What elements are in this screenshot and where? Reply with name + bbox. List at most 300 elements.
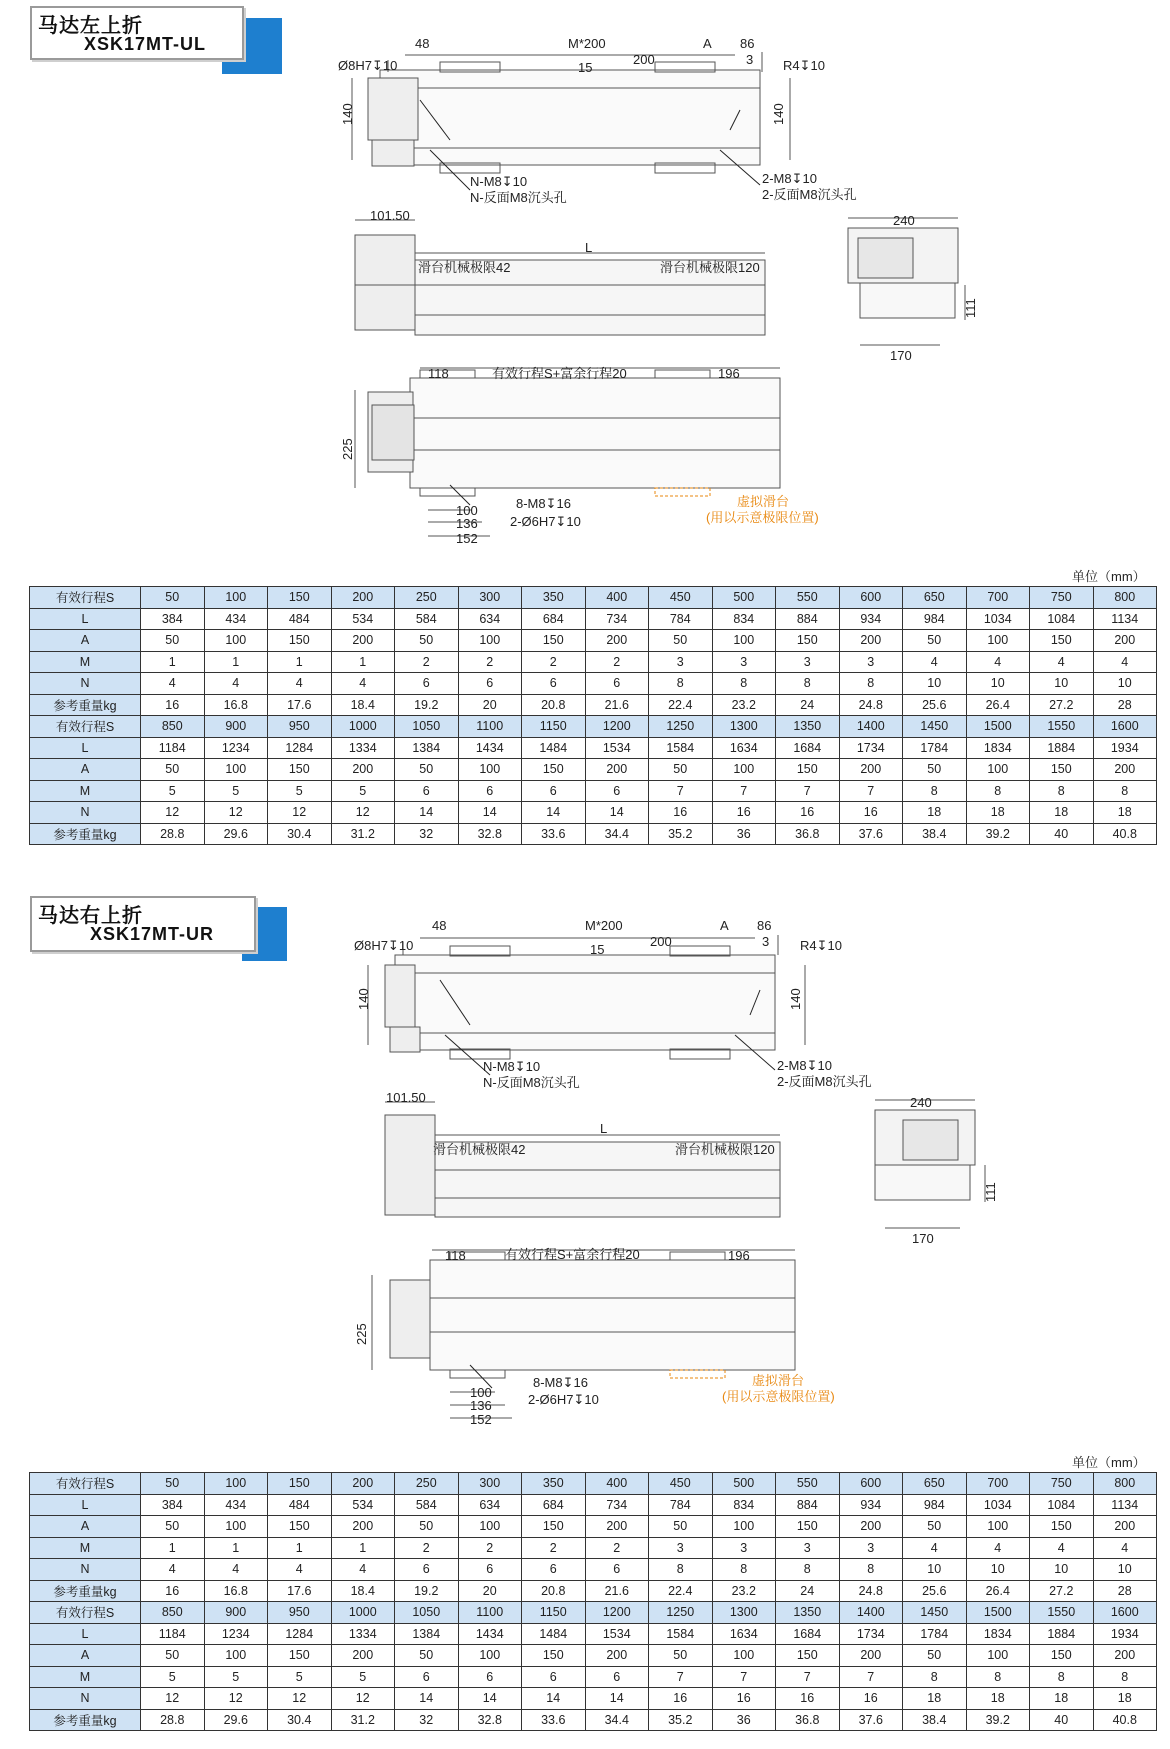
table-cell: 7: [776, 1666, 840, 1688]
table-cell: 18.4: [331, 694, 395, 716]
table-cell: 100: [458, 1516, 522, 1538]
table-cell: 8: [966, 780, 1030, 802]
table-cell: 1450: [903, 1602, 967, 1624]
table-cell: 434: [204, 608, 268, 630]
table-cell: 16: [839, 802, 903, 824]
section-title-cn: 马达右上折: [38, 905, 143, 927]
section-title-model: XSK17MT-UR: [90, 924, 215, 944]
label-hole: Ø8H7↧10: [354, 938, 414, 953]
table-cell: 1184: [141, 737, 205, 759]
table-cell: 4: [268, 1559, 332, 1581]
table-cell: 12: [268, 1688, 332, 1710]
table-cell: 150: [268, 630, 332, 652]
table-cell: 3: [712, 1537, 776, 1559]
table-cell: 400: [585, 587, 649, 609]
table-cell: 1534: [585, 1623, 649, 1645]
row-label: L: [30, 1494, 141, 1516]
table-cell: 4: [331, 1559, 395, 1581]
table-cell: 2: [522, 1537, 586, 1559]
table-cell: 100: [204, 1516, 268, 1538]
table-cell: 150: [268, 1473, 332, 1495]
table-cell: 350: [522, 587, 586, 609]
row-label: M: [30, 651, 141, 673]
table-cell: 100: [966, 630, 1030, 652]
table-cell: 500: [712, 1473, 776, 1495]
table-cell: 22.4: [649, 1580, 713, 1602]
table-cell: 100: [966, 759, 1030, 781]
table-cell: 16: [141, 1580, 205, 1602]
table-cell: 1684: [776, 1623, 840, 1645]
table-cell: 32: [395, 1709, 459, 1731]
table-cell: 1: [331, 651, 395, 673]
table-cell: 1250: [649, 1602, 713, 1624]
table-cell: 14: [458, 802, 522, 824]
label-nrev: N-反面M8沉头孔: [483, 1075, 580, 1090]
drawing-top-view: [0, 0, 1170, 560]
table-row: [30, 1645, 1157, 1667]
table-cell: 500: [712, 587, 776, 609]
row-label: 参考重量kg: [30, 1709, 141, 1731]
table-cell: 16: [839, 1688, 903, 1710]
table-cell: 1234: [204, 737, 268, 759]
table-cell: 10: [966, 1559, 1030, 1581]
label-8m8: 8-M8↧16: [533, 1375, 588, 1390]
table-cell: 3: [839, 1537, 903, 1559]
table-cell: 29.6: [204, 823, 268, 845]
table-cell: 1384: [395, 1623, 459, 1645]
table-cell: 14: [522, 802, 586, 824]
table-cell: 24: [776, 1580, 840, 1602]
table-cell: 50: [395, 630, 459, 652]
table-cell: 100: [712, 630, 776, 652]
table-cell: 1834: [966, 1623, 1030, 1645]
table-cell: 4: [1093, 651, 1157, 673]
table-cell: 1534: [585, 737, 649, 759]
table-cell: 16: [776, 1688, 840, 1710]
table-cell: 1434: [458, 1623, 522, 1645]
label-170: 170: [912, 1231, 934, 1246]
table-cell: 12: [331, 1688, 395, 1710]
table-cell: 5: [331, 780, 395, 802]
table-cell: 150: [776, 1516, 840, 1538]
table-cell: 1: [204, 1537, 268, 1559]
table-cell: 50: [903, 1645, 967, 1667]
table-cell: 150: [1030, 630, 1094, 652]
row-label: 有效行程S: [30, 716, 141, 738]
table-cell: 35.2: [649, 823, 713, 845]
table-cell: 950: [268, 716, 332, 738]
table-cell: 200: [585, 1516, 649, 1538]
table-cell: 3: [649, 651, 713, 673]
table-cell: 1134: [1093, 608, 1157, 630]
table-cell: 8: [839, 673, 903, 695]
table-cell: 50: [141, 1516, 205, 1538]
table-cell: 934: [839, 1494, 903, 1516]
table-row: [30, 1666, 1157, 1688]
label-virtual-slide: 虚拟滑台: [752, 1373, 805, 1388]
table-cell: 784: [649, 1494, 713, 1516]
label-48: 48: [432, 918, 447, 933]
table-cell: 14: [458, 1688, 522, 1710]
label-A: A: [703, 36, 712, 51]
label-L: L: [585, 240, 593, 255]
table-cell: 50: [649, 1516, 713, 1538]
table-cell: 6: [522, 780, 586, 802]
table-cell: 1450: [903, 716, 967, 738]
table-cell: 100: [204, 759, 268, 781]
table-cell: 6: [458, 673, 522, 695]
table-cell: 1884: [1030, 737, 1094, 759]
table-cell: 1100: [458, 1602, 522, 1624]
table-cell: 10: [1030, 673, 1094, 695]
table-cell: 8: [1030, 780, 1094, 802]
table-cell: 1500: [966, 1602, 1030, 1624]
table-cell: 1: [141, 651, 205, 673]
row-label: M: [30, 1537, 141, 1559]
table-cell: 36: [712, 1709, 776, 1731]
table-cell: 24.8: [839, 1580, 903, 1602]
table-cell: 4: [1030, 651, 1094, 673]
table-row: [30, 630, 1157, 652]
table-cell: 2: [585, 1537, 649, 1559]
table-cell: 200: [331, 1473, 395, 1495]
table-cell: 27.2: [1030, 1580, 1094, 1602]
table-cell: 23.2: [712, 694, 776, 716]
table-cell: 150: [1030, 1516, 1094, 1538]
label-100: 100: [456, 503, 478, 518]
table-cell: 8: [776, 673, 840, 695]
table-cell: 1784: [903, 1623, 967, 1645]
table-cell: 5: [141, 1666, 205, 1688]
table-row: [30, 780, 1157, 802]
label-140-right: 140: [771, 103, 786, 125]
table-cell: 6: [395, 1559, 459, 1581]
row-label: N: [30, 802, 141, 824]
table-cell: 1584: [649, 1623, 713, 1645]
table-cell: 12: [331, 802, 395, 824]
table-cell: 200: [331, 759, 395, 781]
motor-side: [355, 235, 415, 285]
table-cell: 1034: [966, 608, 1030, 630]
table-cell: 1100: [458, 716, 522, 738]
table-cell: 200: [839, 630, 903, 652]
table-cell: 450: [649, 587, 713, 609]
table-cell: 6: [522, 1559, 586, 1581]
table-cell: 50: [903, 759, 967, 781]
label-136: 136: [456, 516, 478, 531]
table-cell: 25.6: [903, 1580, 967, 1602]
table-cell: 16: [649, 802, 713, 824]
table-cell: 4: [903, 651, 967, 673]
label-A: A: [720, 918, 729, 933]
row-label: L: [30, 608, 141, 630]
table-cell: 1234: [204, 1623, 268, 1645]
table-row: [30, 1709, 1157, 1731]
table-cell: 1550: [1030, 1602, 1094, 1624]
table-cell: 1: [268, 1537, 332, 1559]
table-cell: 1200: [585, 1602, 649, 1624]
table-cell: 884: [776, 1494, 840, 1516]
label-m200: M*200: [585, 918, 623, 933]
table-cell: 984: [903, 608, 967, 630]
table-cell: 1150: [522, 1602, 586, 1624]
table-cell: 31.2: [331, 823, 395, 845]
table-cell: 7: [776, 780, 840, 802]
table-cell: 1050: [395, 716, 459, 738]
table-cell: 1150: [522, 716, 586, 738]
label-L: L: [600, 1121, 608, 1136]
label-136: 136: [470, 1398, 492, 1413]
table-cell: 200: [839, 759, 903, 781]
table-cell: 200: [585, 759, 649, 781]
table-cell: 150: [268, 759, 332, 781]
table-cell: 550: [776, 1473, 840, 1495]
table-cell: 850: [141, 1602, 205, 1624]
table-cell: 350: [522, 1473, 586, 1495]
row-label: 参考重量kg: [30, 823, 141, 845]
label-140-left: 140: [356, 988, 371, 1010]
table-cell: 26.4: [966, 1580, 1030, 1602]
table-cell: 18: [1093, 1688, 1157, 1710]
table-cell: 434: [204, 1494, 268, 1516]
label-118: 118: [445, 1248, 466, 1263]
table-cell: 100: [458, 759, 522, 781]
label-pin: 2-Ø6H7↧10: [510, 514, 581, 529]
table-cell: 28: [1093, 1580, 1157, 1602]
table-cell: 734: [585, 608, 649, 630]
table-cell: 650: [903, 587, 967, 609]
table-row: [30, 823, 1157, 845]
label-lim42: 滑台机械极限42: [433, 1142, 526, 1157]
drawing-top-view: [0, 880, 1170, 1440]
label-pin: 2-Ø6H7↧10: [528, 1392, 599, 1407]
table-cell: 1634: [712, 1623, 776, 1645]
table-cell: 1034: [966, 1494, 1030, 1516]
label-virtual-note: (用以示意极限位置): [722, 1389, 835, 1404]
table-row: [30, 1602, 1157, 1624]
table-cell: 200: [331, 630, 395, 652]
table-cell: 300: [458, 587, 522, 609]
table-cell: 250: [395, 1473, 459, 1495]
row-label: A: [30, 1516, 141, 1538]
table-cell: 12: [141, 1688, 205, 1710]
bottom-view-body: [410, 378, 780, 488]
table-cell: 6: [395, 1666, 459, 1688]
table-row: [30, 802, 1157, 824]
table-cell: 27.2: [1030, 694, 1094, 716]
table-row: [30, 1516, 1157, 1538]
table-cell: 1634: [712, 737, 776, 759]
table-cell: 8: [903, 1666, 967, 1688]
table-cell: 28: [1093, 694, 1157, 716]
table-cell: 200: [1093, 759, 1157, 781]
table-cell: 3: [712, 651, 776, 673]
table-cell: 8: [712, 673, 776, 695]
table-cell: 39.2: [966, 1709, 1030, 1731]
table-row: [30, 1559, 1157, 1581]
table-cell: 50: [903, 1516, 967, 1538]
spec-table-body: [30, 1473, 1157, 1731]
table-cell: 40.8: [1093, 1709, 1157, 1731]
label-200: 200: [633, 52, 655, 67]
label-nrev: N-反面M8沉头孔: [470, 190, 567, 205]
label-stroke: 有效行程S+富余行程20: [505, 1247, 640, 1262]
table-cell: 8: [712, 1559, 776, 1581]
table-cell: 16: [712, 1688, 776, 1710]
table-cell: 850: [141, 716, 205, 738]
table-cell: 12: [268, 802, 332, 824]
label-100: 100: [470, 1385, 492, 1400]
table-row: [30, 1623, 1157, 1645]
table-cell: 7: [649, 780, 713, 802]
label-86: 86: [757, 918, 772, 933]
table-cell: 6: [585, 673, 649, 695]
table-cell: 384: [141, 608, 205, 630]
table-cell: 1484: [522, 737, 586, 759]
table-cell: 4: [204, 1559, 268, 1581]
table-cell: 150: [522, 759, 586, 781]
table-cell: 1300: [712, 716, 776, 738]
table-cell: 6: [522, 1666, 586, 1688]
table-row: [30, 673, 1157, 695]
table-cell: 100: [458, 630, 522, 652]
table-cell: 150: [1030, 1645, 1094, 1667]
table-cell: 50: [141, 1473, 205, 1495]
row-label: N: [30, 673, 141, 695]
table-cell: 16: [141, 694, 205, 716]
table-cell: 984: [903, 1494, 967, 1516]
label-3: 3: [762, 934, 770, 949]
table-cell: 17.6: [268, 694, 332, 716]
table-cell: 19.2: [395, 1580, 459, 1602]
table-cell: 32.8: [458, 1709, 522, 1731]
row-label: L: [30, 737, 141, 759]
label-240: 240: [910, 1095, 932, 1110]
table-row: [30, 651, 1157, 673]
table-cell: 1734: [839, 1623, 903, 1645]
table-cell: 25.6: [903, 694, 967, 716]
table-cell: 5: [204, 780, 268, 802]
table-cell: 1584: [649, 737, 713, 759]
table-cell: 12: [141, 802, 205, 824]
section-title-cn: 马达左上折: [38, 15, 143, 37]
table-cell: 7: [712, 1666, 776, 1688]
table-cell: 3: [839, 651, 903, 673]
table-cell: 10: [1093, 1559, 1157, 1581]
table-cell: 6: [522, 673, 586, 695]
unit-label: 单位（mm）: [1072, 1455, 1146, 1470]
table-cell: 150: [776, 759, 840, 781]
table-cell: 100: [966, 1645, 1030, 1667]
table-cell: 8: [776, 1559, 840, 1581]
table-cell: 1084: [1030, 1494, 1094, 1516]
row-label: 有效行程S: [30, 1602, 141, 1624]
table-cell: 2: [395, 1537, 459, 1559]
table-cell: 6: [585, 1559, 649, 1581]
table-cell: 1350: [776, 1602, 840, 1624]
table-cell: 20: [458, 694, 522, 716]
table-cell: 5: [268, 780, 332, 802]
table-cell: 18: [1093, 802, 1157, 824]
table-cell: 100: [204, 587, 268, 609]
table-cell: 50: [649, 759, 713, 781]
table-cell: 150: [522, 1645, 586, 1667]
table-cell: 21.6: [585, 1580, 649, 1602]
table-cell: 684: [522, 1494, 586, 1516]
table-cell: 10: [966, 673, 1030, 695]
table-cell: 100: [712, 1645, 776, 1667]
table-cell: 8: [839, 1559, 903, 1581]
table-cell: 1000: [331, 716, 395, 738]
table-cell: 20: [458, 1580, 522, 1602]
row-label: M: [30, 780, 141, 802]
table-cell: 1: [268, 651, 332, 673]
table-cell: 1250: [649, 716, 713, 738]
table-cell: 300: [458, 1473, 522, 1495]
table-cell: 31.2: [331, 1709, 395, 1731]
table-cell: 5: [204, 1666, 268, 1688]
table-cell: 1334: [331, 737, 395, 759]
table-row: [30, 608, 1157, 630]
table-cell: 7: [712, 780, 776, 802]
label-140-right: 140: [788, 988, 803, 1010]
table-cell: 23.2: [712, 1580, 776, 1602]
table-cell: 150: [268, 1516, 332, 1538]
table-cell: 900: [204, 1602, 268, 1624]
table-cell: 8: [649, 1559, 713, 1581]
table-cell: 1434: [458, 737, 522, 759]
table-cell: 30.4: [268, 1709, 332, 1731]
row-label: L: [30, 1623, 141, 1645]
table-cell: 18: [903, 1688, 967, 1710]
table-cell: 100: [966, 1516, 1030, 1538]
table-cell: 2: [395, 651, 459, 673]
table-cell: 14: [522, 1688, 586, 1710]
row-label: 参考重量kg: [30, 694, 141, 716]
table-cell: 150: [776, 1645, 840, 1667]
table-cell: 200: [331, 1516, 395, 1538]
table-cell: 150: [522, 630, 586, 652]
label-101: 101.50: [370, 208, 410, 223]
table-cell: 4: [331, 673, 395, 695]
label-hole: Ø8H7↧10: [338, 58, 398, 73]
table-cell: 6: [458, 1666, 522, 1688]
table-cell: 16.8: [204, 1580, 268, 1602]
table-cell: 1934: [1093, 1623, 1157, 1645]
table-cell: 1200: [585, 716, 649, 738]
label-stroke: 有效行程S+富余行程20: [492, 366, 627, 381]
table-cell: 534: [331, 608, 395, 630]
table-cell: 1484: [522, 1623, 586, 1645]
table-cell: 1500: [966, 716, 1030, 738]
table-cell: 1000: [331, 1602, 395, 1624]
table-cell: 29.6: [204, 1709, 268, 1731]
table-cell: 3: [776, 651, 840, 673]
table-cell: 7: [839, 780, 903, 802]
table-cell: 36: [712, 823, 776, 845]
table-cell: 20.8: [522, 694, 586, 716]
table-cell: 16: [649, 1688, 713, 1710]
table-cell: 2: [458, 1537, 522, 1559]
table-cell: 200: [1093, 1516, 1157, 1538]
label-196: 196: [718, 366, 740, 381]
table-cell: 1284: [268, 1623, 332, 1645]
label-15: 15: [578, 60, 593, 75]
table-cell: 600: [839, 587, 903, 609]
label-lim120: 滑台机械极限120: [675, 1142, 775, 1157]
section-title-model: XSK17MT-UL: [84, 34, 207, 54]
table-cell: 1884: [1030, 1623, 1094, 1645]
